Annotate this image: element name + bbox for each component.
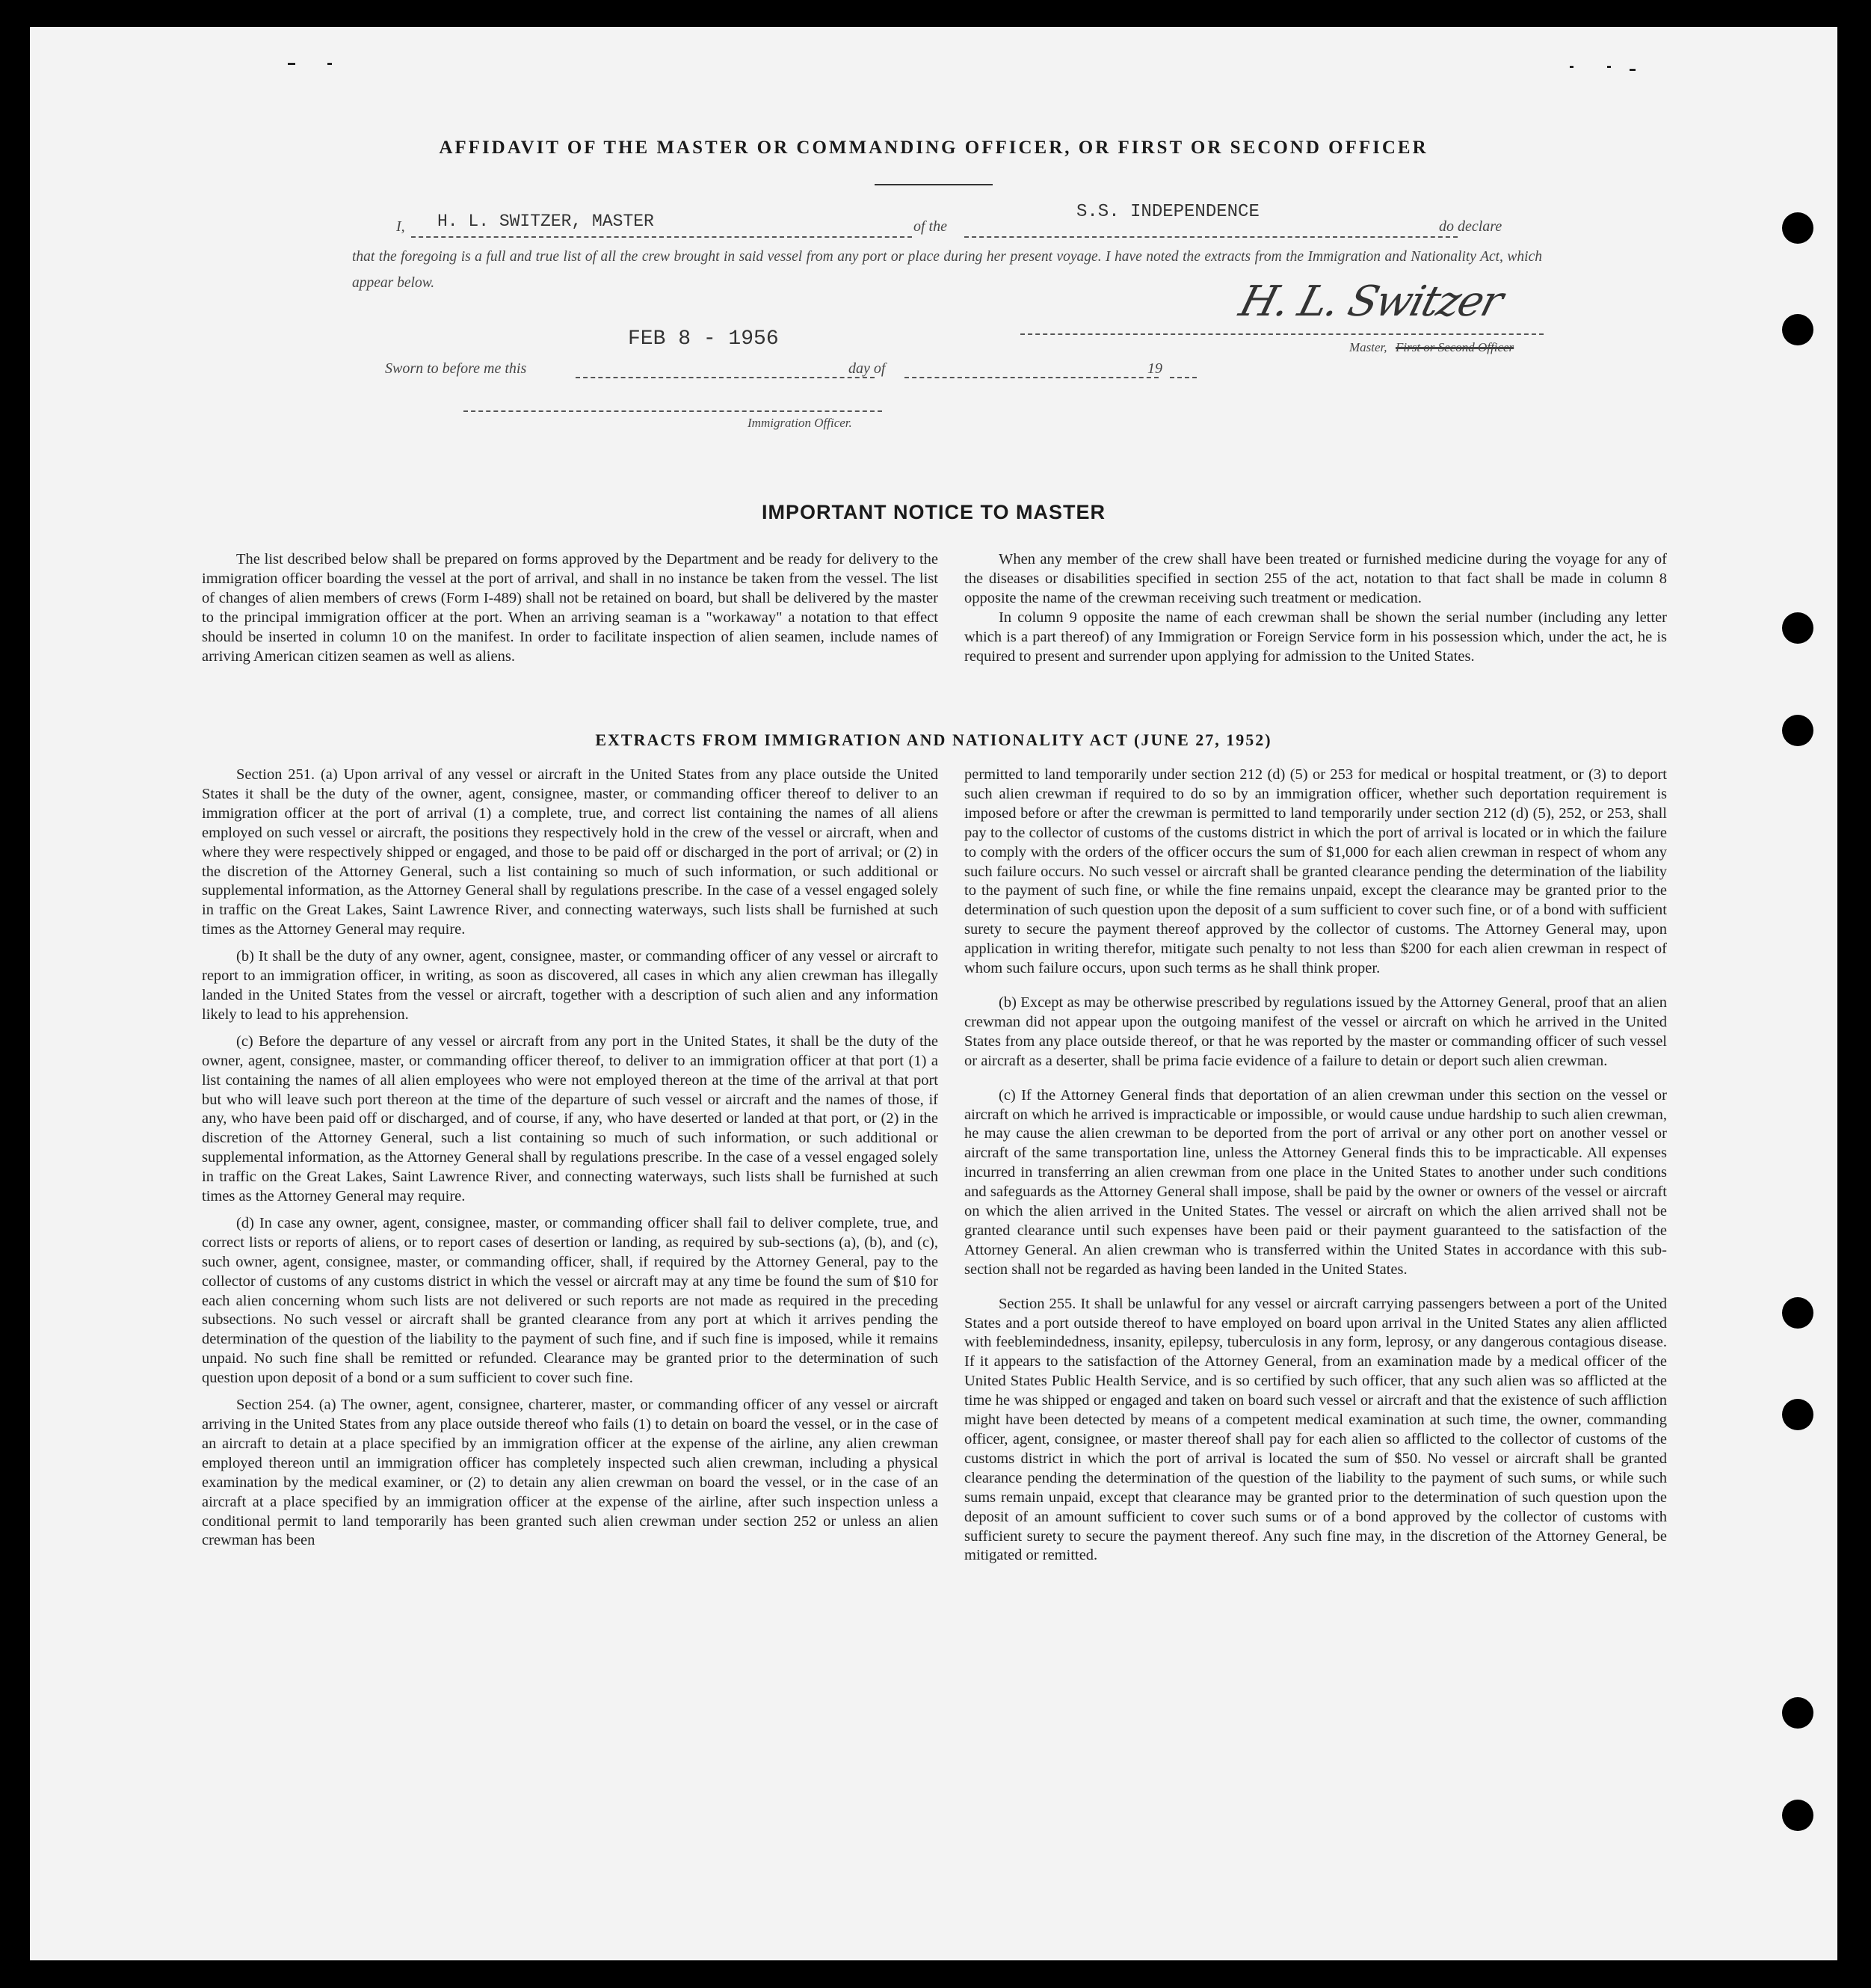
extracts-left-column (202, 766, 938, 1558)
date-stamp: FEB 8 - 1956 (628, 327, 779, 351)
title-rule (875, 184, 993, 185)
master-signature: H. L. Switzer (1234, 277, 1508, 326)
vessel-line (964, 236, 1458, 238)
month-line (904, 377, 1159, 378)
year-prefix: 19 (1147, 360, 1162, 377)
scan-speck (1570, 66, 1573, 68)
immigration-officer-line (463, 410, 882, 412)
extracts-title: EXTRACTS FROM IMMIGRATION AND NATIONALITY ACT (JUNE 27, 1952) (595, 730, 1272, 749)
signature-line (1020, 333, 1544, 335)
master-label: Master, (1349, 340, 1387, 354)
act-paragraph: permitted to land temporarily under section 212 (d) (5) or 253 for medical or hospital treatment, or (3) to deport such alien crewman if required to do so by an immigration officer, whether such deportation requirement is imposed before or after the crewman is permitted to land temporarily under section 212 (d) (5), 252, or 253, shall pay to the collector of customs of the customs district in which the port of arrival is located or in which the failure to comply with the orders of the officer occurs the sum of $1,000 for each alien crewman in respect of whom any such failure occurs. No such vessel or aircraft shall be granted clearance pending the determination of the liability to the payment of such fine, or while the fine remains unpaid, except the clearance may be granted prior to the determination of such question upon the deposit of a sum sufficient to cover such fine, or of a bond with sufficient surety to secure the payment thereof approved by the collector of customs. The Attorney General may, upon application in writing therefor, mitigate such penalty to not less than $200 for each alien crewman in respect of whom such failure occurs, upon such terms as he shall think proper. (964, 766, 1667, 977)
do-declare-label: do declare (1439, 218, 1502, 235)
scan-speck (327, 63, 332, 65)
notice-paragraph: In column 9 opposite the name of each crewman shall be shown the serial number (including any letter which is a part thereof) of any Immigration or Foreign Service form in his possession which, under the act, he is required to present and surrender upon applying for admission to the United States. (964, 609, 1667, 665)
punch-hole (1782, 1399, 1813, 1430)
affidavit-statement: that the foregoing is a full and true list of all the crew brought in said vessel from any port or place during her present voyage. I have noted the extracts from the Immigration and Nationality Act, which appear below. (352, 249, 1542, 291)
act-paragraph: (c) If the Attorney General finds that deportation of an alien crewman under this section on the vessel or aircraft on which he arrived is impracticable or impossible, or would cause undue hardship to such alien crewman, he may cause the alien crewman to be deported from the port of arrival or any other port on another vessel or aircraft of the same transportation line, unless the Attorney General finds this to be impracticable. All expenses incurred in transferring an alien crewman from one place in the United States to another under such conditions and safeguards as the Attorney General shall impose, shall be paid by the owner or owners of the vessel or aircraft on which the alien arrived in the United States. The vessel or aircraft on which the alien arrived shall not be granted clearance until such expenses have been paid or their payment guaranteed to the satisfaction of the Attorney General. An alien crewman who is transferred within the United States in accordance with this sub-section shall not be regarded as having been landed in the United States. (964, 1086, 1667, 1278)
document-page (30, 27, 1837, 1960)
act-paragraph: Section 255. It shall be unlawful for any vessel or aircraft carrying passengers between a port of the United States and a port outside thereof to have employed on board upon arrival in the United States any alien afflicted with feeblemindedness, insanity, epilepsy, tuberculosis in any form, leprosy, or any dangerous contagious disease. If it appears to the satisfaction of the Attorney General, from an examination made by a medical officer of the United States Public Health Service, and is so certified by such officer, that any such alien was so afflicted at the time he was shipped or engaged and taken on board such vessel or aircraft and that the existence of such affliction might have been detected by means of a competent medical examination at such time, the owner, commanding officer, agent, consignee, or master thereof shall pay for each alien so afflicted to the collector of customs of the customs district in which the port of arrival is located the sum of $50. No vessel or aircraft shall be granted clearance pending the determination of the question of the liability to the payment of such sums, or while such sums remain unpaid, except that clearance may be granted prior to the determination of such question upon the deposit of an amount sufficient to cover such sums or of a bond approved by the collector of customs with sufficient surety to secure the payment thereof. Any such fine may, in the discretion of the Attorney General, be mitigated or remitted. (964, 1295, 1667, 1564)
act-paragraph: (b) Except as may be otherwise prescribed by regulations issued by the Attorney General, proof that an alien crewman did not appear upon the outgoing manifest of the vessel or aircraft on which he arrived in the United States from any place outside thereof, or that he was reported by the master or commanding officer of such vessel or aircraft as a deserter, shall be prima facie evidence of a failure to detain or deport such alien crewman. (964, 994, 1667, 1069)
i-label: I, (396, 218, 405, 235)
sworn-label: Sworn to before me this (385, 360, 527, 377)
extracts-right-column (964, 766, 1667, 1573)
act-paragraph: (c) Before the departure of any vessel or aircraft from any port in the United States, it shall be the duty of the owner, agent, consignee, master, or commanding officer thereof, to deliver to an immigration officer at that port (1) a list containing the names of all alien employees who were not employed thereon at the time of the arrival at that port but who will leave such port thereon at the time of the departure of such vessel or aircraft and the names of those, if any, who have been paid off or discharged, and of course, if any, who have deserted or landed at that port, or (2) in the discretion of the Attorney General, such a list containing so much of such information, or such additional or supplemental information, as the Attorney General shall by regulations prescribe. In the case of a vessel engaged solely in traffic on the Great Lakes, Saint Lawrence River, and connecting waterways, such lists shall be furnished at such times as the Attorney General may require. (202, 1033, 938, 1205)
punch-hole (1782, 1697, 1813, 1729)
of-the-label: of the (913, 218, 947, 235)
notice-paragraph: The list described below shall be prepared on forms approved by the Department and be ready for delivery to the immigration officer boarding the vessel at the port of arrival, and shall in no instance be taken from the vessel. The list of changes of alien members of crews (Form I-489) shall not be retained on board, but shall be delivered by the master to the principal immigration officer at the port. When an arriving seaman is a "workaway" a notation to that effect should be inserted in column 10 on the manifest. In order to facilitate inspection of alien seamen, include names of arriving American citizen seamen as well as aliens. (202, 551, 938, 665)
act-paragraph: Section 254. (a) The owner, agent, consignee, charterer, master, or commanding officer of any vessel or aircraft arriving in the United States from any place outside thereof who fails (1) to detain on board the vessel, or in the case of an aircraft to detain at a place specified by an immigration officer at the expense of the airline, any alien crewman employed thereon until an immigration officer has completely inspected such alien crewman, including a physical examination by the medical examiner, or (2) to detain any alien crewman on board the vessel, or in the case of an aircraft at a place specified by an immigration officer at the expense of the airline, after such inspection unless a conditional permit to land temporarily has been granted such alien crewman under section 252 or unless an alien crewman has been (202, 1397, 938, 1549)
scan-speck (288, 63, 295, 65)
day-of-label: day of (848, 360, 886, 377)
scan-speck (1607, 66, 1611, 68)
punch-hole (1782, 612, 1813, 644)
name-line (411, 236, 912, 238)
punch-hole (1782, 212, 1813, 244)
act-paragraph: (d) In case any owner, agent, consignee, master, or commanding officer shall fail to deliver complete, true, and correct lists or reports of aliens, or to report cases of desertion or landing, as required by sub-sections (a), (b), and (c), such owner, agent, consignee, master, or commanding officer, shall, if required by the Attorney General, pay to the collector of customs of any customs district in which the vessel or aircraft may at any time be found the sum of $10 for each alien concerning whom such lists are not delivered or such reports are not made as required in the preceding subsections. No such vessel or aircraft shall be granted clearance from any port at which it arrives pending the determination of the question of the liability to the payment of such fine, and if such fine is imposed, while it remains unpaid. No such fine shall be remitted or refunded. Clearance may be granted prior to the determination of such question upon deposit of a bond or a sum sufficient to cover such fine. (202, 1214, 938, 1387)
act-paragraph: (b) It shall be the duty of any owner, agent, consignee, master, or commanding officer of any vessel or aircraft to report to an immigration officer, in writing, as soon as discovered, all cases in which any alien crewman has illegally landed in the United States from the vessel or aircraft, together with a description of such alien and any information likely to lead to his apprehension. (202, 948, 938, 1023)
immigration-officer-label: Immigration Officer. (748, 416, 852, 430)
notice-title: IMPORTANT NOTICE TO MASTER (762, 501, 1106, 523)
notice-left-column (202, 550, 938, 674)
punch-hole (1782, 1800, 1813, 1831)
act-paragraph: Section 251. (a) Upon arrival of any vessel or aircraft in the United States from any place outside the United States it shall be the duty of the owner, agent, consignee, master, or commanding officer thereof to deliver to an immigration officer at the port of arrival (1) a complete, true, and correct list containing the names of all aliens employed on such vessel or aircraft, the positions they respectively hold in the crew of the vessel or aircraft, when and where they were respectively shipped or engaged, and those to be paid off or discharged in the port of arrival; or (2) in the discretion of the Attorney General, such a list containing so much of such information, or such additional or supplemental information, as the Attorney General shall by regulations prescribe. In the case of a vessel engaged solely in traffic on the Great Lakes, Saint Lawrence River, and connecting waterways, such lists shall be furnished at such times as the Attorney General may require. (202, 766, 938, 938)
notice-paragraph: When any member of the crew shall have been treated or furnished medicine during the voyage for any of the diseases or disabilities specified in section 255 of the act, notation to that fact shall be made in column 8 opposite the name of the crewman receiving such treatment or medication. (964, 551, 1667, 606)
notice-right-column (964, 550, 1667, 674)
year-line (1170, 377, 1197, 378)
punch-hole (1782, 314, 1813, 345)
punch-hole (1782, 1297, 1813, 1329)
scan-speck (1630, 69, 1636, 71)
affidavit-title: AFFIDAVIT OF THE MASTER OR COMMANDING OFFICER, OR FIRST OR SECOND OFFICER (439, 138, 1428, 158)
master-name-typed: H. L. SWITZER, MASTER (437, 212, 654, 231)
struck-officer-label: First or Second Officer (1396, 340, 1514, 354)
vessel-name-typed: S.S. INDEPENDENCE (1076, 202, 1260, 222)
sworn-day-line (576, 377, 875, 378)
